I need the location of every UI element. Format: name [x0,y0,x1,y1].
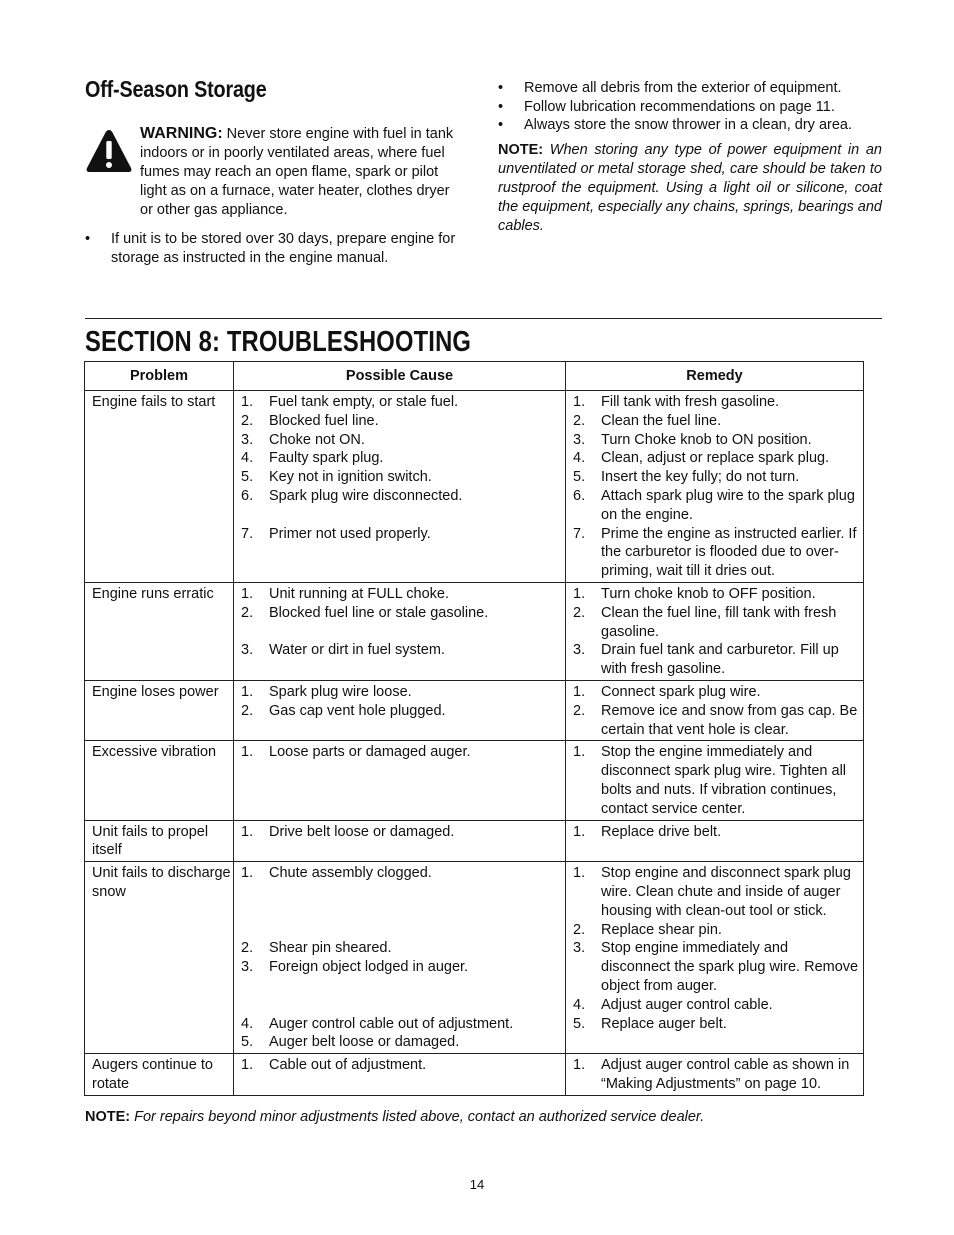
warning-body: Never store engine with fuel in tank indoors or in poorly ventilated areas, where fuel fumes may reach an open flame, spark or pilot light as on a furnace, water heater, clothes dryer or other gas appliance. [140,126,454,218]
remedy-item [573,939,861,995]
remedy-item [573,393,861,412]
cause-cell [234,820,566,862]
bullet-item: • Always store the snow thrower in a clean, dry area. [498,116,898,135]
cause-number: 3. [241,642,254,659]
cause-text: Primer not used properly. [269,525,431,542]
remedy-text: Insert the key fully; do not turn. [601,469,800,486]
cause-list [241,683,563,721]
remedy-cell [566,1054,864,1096]
remedy-list [573,683,861,739]
remedy-number: 2. [573,604,586,621]
cause-number: 1. [241,865,254,882]
cause-number: 1. [241,1057,254,1074]
cause-text: Fuel tank empty, or stale fuel. [269,394,459,410]
remedy-number: 1. [573,1057,586,1074]
cause-cell [234,391,566,583]
remedy-text: Prime the engine as instructed earlier. If the carburetor is flooded due to over-priming, wait till it dries out. [601,525,857,580]
remedy-text: Fill tank with fresh gasoline. [601,394,780,410]
cause-item [241,431,563,450]
cause-number: 1. [241,683,254,700]
table-row [85,741,864,820]
remedy-item [573,1015,861,1034]
cause-item [241,412,563,431]
cause-text: Shear pin sheared. [269,940,392,957]
remedy-text: Replace shear pin. [601,921,722,938]
cause-cell [234,1054,566,1096]
cause-text: Blocked fuel line or stale gasoline. [269,604,489,621]
remedy-item [573,604,861,642]
remedy-cell [566,741,864,820]
cause-number: 1. [241,823,254,840]
remedy-item [573,641,861,679]
cause-number: 1. [241,394,254,410]
remedy-number: 1. [573,865,586,882]
cause-item [241,641,563,660]
cause-item [241,939,563,958]
remedy-item [573,1056,861,1094]
remedy-list [573,585,861,679]
cause-text: Auger belt loose or damaged. [269,1034,460,1051]
remedy-text: Replace auger belt. [601,1015,727,1032]
remedy-item [573,996,861,1015]
cause-list [241,823,563,842]
remedy-list [573,393,861,581]
cause-text: Water or dirt in fuel system. [269,642,445,659]
cause-cell [234,582,566,680]
remedy-text: Remove ice and snow from gas cap. Be certain that vent hole is clear. [601,702,858,738]
cause-item [241,1033,563,1052]
header-possible-cause: Possible Cause [234,362,566,391]
remedy-number: 2. [573,702,586,719]
remedy-cell [566,582,864,680]
footer-note [85,1108,704,1127]
cause-cell [234,862,566,1054]
bullet-item: • Remove all debris from the exterior of equipment. [498,79,898,98]
storage-note [498,141,882,236]
troubleshooting-table [84,361,864,1096]
cause-text: Chute assembly clogged. [269,865,432,882]
remedy-item [573,823,861,842]
remedy-number: 3. [573,642,586,659]
remedy-cell [566,820,864,862]
remedy-text: Clean the fuel line. [601,412,722,429]
storage-right-bullets [498,79,898,135]
problem-cell: Augers continue to rotate [85,1054,234,1096]
cause-number: 2. [241,604,254,621]
remedy-text: Turn Choke knob to ON position. [601,431,812,448]
cause-list [241,864,563,1052]
cause-text: Loose parts or damaged auger. [269,744,471,761]
page-number: 14 [469,1177,485,1192]
remedy-number: 4. [573,996,586,1013]
remedy-item [573,585,861,604]
remedy-number: 1. [573,394,586,410]
cause-number: 4. [241,1015,254,1032]
problem-cell: Unit fails to discharge snow [85,862,234,1054]
cause-list [241,1056,563,1075]
cause-number: 6. [241,487,254,504]
section-divider [85,318,882,319]
cause-text: Drive belt loose or damaged. [269,823,455,840]
remedy-number: 4. [573,450,586,467]
remedy-item [573,921,861,940]
remedy-number: 5. [573,1015,586,1032]
cause-item [241,683,563,702]
problem-cell: Engine fails to start [85,391,234,583]
cause-item [241,525,563,544]
cause-number: 3. [241,431,254,448]
remedy-item [573,431,861,450]
remedy-text: Adjust auger control cable. [601,996,773,1013]
cause-item [241,743,563,762]
cause-text: Faulty spark plug. [269,450,384,467]
remedy-text: Replace drive belt. [601,823,722,840]
warning-block [140,124,460,220]
note-body: When storing any type of power equipment in an unventilated or metal storage shed, care should be taken to rustproof the equipment. Using a light oil or silicone, coat the equipment, especially any chains, springs, bearings and cables. [498,142,882,234]
table-row [85,820,864,862]
problem-cell: Unit fails to propel itself [85,820,234,862]
remedy-item [573,743,861,818]
note-label: NOTE: [498,142,544,158]
cause-item [241,393,563,412]
remedy-number: 1. [573,683,586,700]
cause-item [241,1056,563,1075]
cause-text: Key not in ignition switch. [269,469,432,486]
cause-number: 3. [241,959,254,976]
remedy-item [573,525,861,581]
storage-left-bullets [85,230,465,267]
remedy-cell [566,680,864,740]
problem-cell: Excessive vibration [85,741,234,820]
remedy-item [573,412,861,431]
cause-item [241,864,563,883]
cause-item [241,823,563,842]
remedy-list [573,823,861,842]
remedy-number: 7. [573,525,586,542]
header-remedy: Remedy [566,362,864,391]
cause-text: Gas cap vent hole plugged. [269,702,446,719]
cause-text: Spark plug wire disconnected. [269,487,463,504]
remedy-list [573,1056,861,1094]
footer-note-body: For repairs beyond minor adjustments listed above, contact an authorized service dealer. [130,1109,705,1125]
remedy-item [573,468,861,487]
cause-item [241,449,563,468]
table-row [85,1054,864,1096]
cause-number: 5. [241,469,254,486]
warning-triangle-icon [85,128,133,174]
cause-number: 5. [241,1034,254,1051]
remedy-text: Drain fuel tank and carburetor. Fill up with fresh gasoline. [601,642,839,678]
cause-text: Auger control cable out of adjustment. [269,1015,514,1032]
cause-number: 2. [241,702,254,719]
remedy-text: Attach spark plug wire to the spark plug on the engine. [601,487,855,523]
problem-cell: Engine loses power [85,680,234,740]
cause-text: Blocked fuel line. [269,412,379,429]
bullet-item: • If unit is to be stored over 30 days, prepare engine for storage as instructed in the engine manual. [85,230,465,267]
cause-number: 1. [241,744,254,761]
warning-label: WARNING: [140,125,223,142]
remedy-list [573,864,861,1033]
cause-number: 2. [241,940,254,957]
cause-text: Cable out of adjustment. [269,1057,427,1074]
remedy-cell [566,391,864,583]
remedy-text: Connect spark plug wire. [601,683,761,700]
cause-item [241,702,563,721]
remedy-text: Stop engine immediately and disconnect the spark plug wire. Remove object from auger. [601,940,859,994]
cause-item [241,604,563,623]
cause-item [241,468,563,487]
cause-item [241,958,563,977]
remedy-number: 3. [573,431,586,448]
cause-cell [234,741,566,820]
table-row [85,680,864,740]
cause-text: Unit running at FULL choke. [269,585,450,602]
footer-note-label: NOTE: [85,1109,131,1125]
remedy-number: 2. [573,921,586,938]
cause-text: Foreign object lodged in auger. [269,959,469,976]
remedy-text: Clean, adjust or replace spark plug. [601,450,830,467]
remedy-text: Clean the fuel line, fill tank with fresh gasoline. [601,604,837,640]
section-heading: SECTION 8: TROUBLESHOOTING [85,326,472,358]
remedy-text: Adjust auger control cable as shown in “Making Adjustments” on page 10. [601,1057,850,1092]
problem-cell: Engine runs erratic [85,582,234,680]
remedy-list [573,743,861,818]
cause-list [241,585,563,660]
cause-item [241,487,563,506]
remedy-item [573,683,861,702]
header-problem: Problem [85,362,234,391]
cause-number: 2. [241,412,254,429]
table-row [85,862,864,1054]
cause-cell [234,680,566,740]
remedy-cell [566,862,864,1054]
table-header-row [85,362,864,391]
remedy-number: 1. [573,823,586,840]
cause-list [241,393,563,543]
remedy-item [573,702,861,740]
cause-number: 1. [241,585,254,602]
remedy-text: Stop engine and disconnect spark plug wire. Clean chute and inside of auger housing with clean-out tool or stick. [601,865,851,919]
remedy-number: 5. [573,469,586,486]
cause-text: Choke not ON. [269,431,365,448]
remedy-number: 1. [573,585,586,602]
table-row [85,582,864,680]
cause-item [241,1015,563,1034]
cause-item [241,585,563,604]
remedy-text: Turn choke knob to OFF position. [601,585,816,602]
cause-text: Spark plug wire loose. [269,683,412,700]
storage-heading: Off-Season Storage [85,76,267,102]
remedy-item [573,449,861,468]
remedy-number: 2. [573,412,586,429]
remedy-item [573,487,861,525]
remedy-number: 6. [573,487,586,504]
remedy-item [573,864,861,920]
bullet-item: • Follow lubrication recommendations on page 11. [498,98,898,117]
cause-number: 4. [241,450,254,467]
remedy-number: 3. [573,940,586,957]
table-row [85,391,864,583]
cause-list [241,743,563,762]
cause-number: 7. [241,525,254,542]
remedy-number: 1. [573,744,586,761]
remedy-text: Stop the engine immediately and disconnect spark plug wire. Tighten all bolts and nuts. If vibration continues, contact service center. [601,744,847,817]
